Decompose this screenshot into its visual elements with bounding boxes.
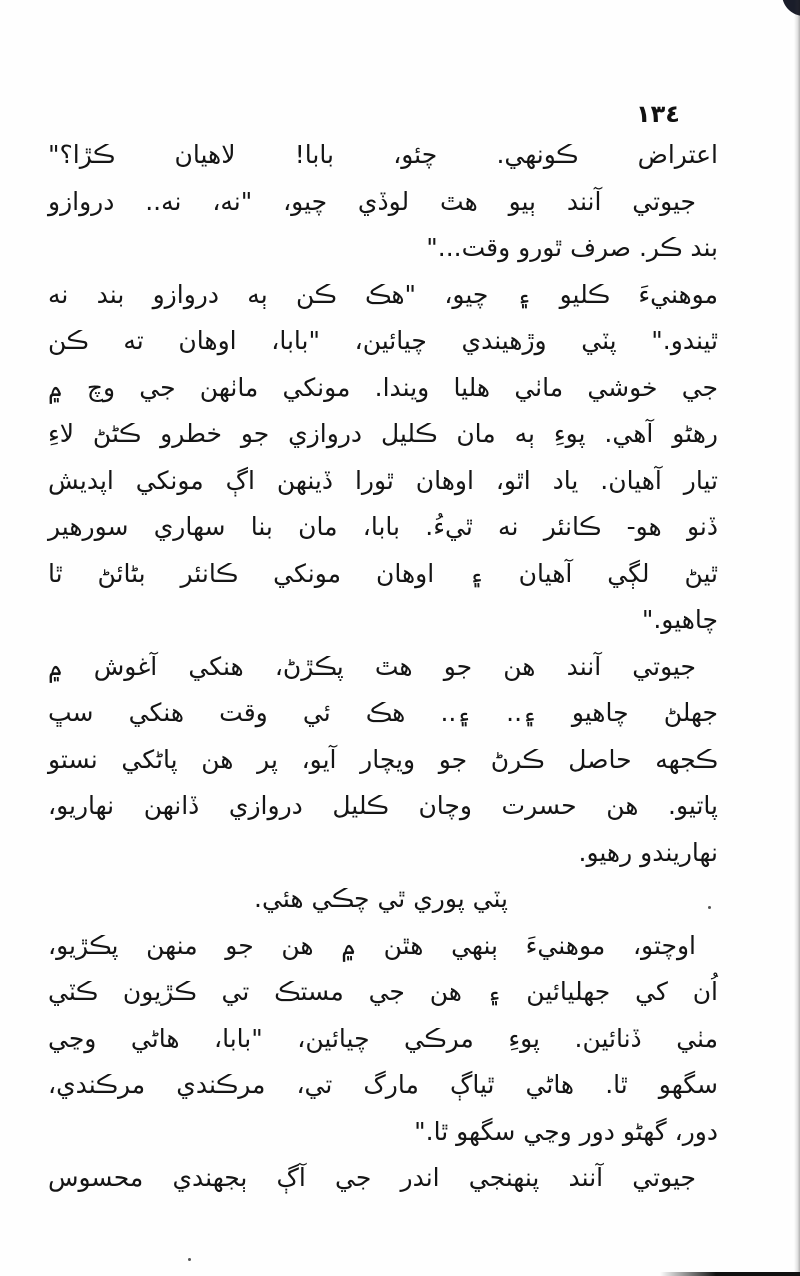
page-number: ١٣٤ [636,100,680,128]
text-line: مٺي ڏنائين. پوءِ مرڪي چيائين، "بابا، هاڻي وڃي [48,1023,718,1053]
text-line: اُن کي جهليائين ۽ هن جي مستڪ تي ڪڙيون ڪٽي [48,977,718,1006]
scan-speck [188,1258,191,1261]
text-line: ٿيڻ لڳي آهيان ۽ اوهان مونکي ڪانئر بڻائڻ ٿا [48,558,718,588]
text-line: جيوتي آنند پنهنجي اندر جي آڳ ٻجهندي محسوس [48,1163,696,1192]
text-line: جيوتي آنند ٻيو هٿ لوڏي چيو، "نه، نه.. دروازو [48,186,696,216]
text-line: ڏنو هو- ڪانئر نه ٿيءُ. بابا، مان بنا سهاري سورهير [48,512,718,541]
scan-speck [708,906,711,909]
page-edge-bottom [660,1272,800,1276]
text-line: پٽي پوري ٿي چڪي هئي. [254,884,508,913]
text-line: نهاريندو رهيو. [578,837,718,867]
text-line: جي خوشي ماٺي هليا ويندا. مونکي ماٺهن جي وچ ۾ [48,372,718,402]
text-line: سگهو ٿا. هاڻي ٿياڳ مارگ تي، مرڪندي مرڪندي، [48,1070,718,1099]
text-line: جيوتي آنند هن جو هٿ پڪڙڻ، هنکي آغوش ۾ [48,651,696,681]
text-line: رهڻو آهي. پوءِ ٻه مان ڪليل دروازي جو خطرو ڪڻڻ لاءِ [48,419,718,448]
text-line: اعتراض ڪونهي. چئو، بابا! لاهيان ڪڙا؟" [48,140,718,169]
text-line: پاتيو. هن حسرت وچان ڪليل دروازي ڏانهن نهاريو، [48,791,718,820]
text-line: جهلڻ چاهيو ۽.. ۽.. هڪ ئي وقت هنکي سڀ [48,698,718,727]
text-line: تيار آهيان. ياد اٿو، اوهان ٿورا ڏينهن اڳ مونکي اپديش [48,465,718,495]
text-line: دور، گهڻو دور وڃي سگهو ٿا." [414,1116,718,1146]
text-line: چاهيو." [641,605,718,634]
body-text [48,132,718,1202]
text-line: بند ڪر. صرف ٿورو وقت..." [426,233,718,262]
text-line: ڪجهه حاصل ڪرڻ جو ويچار آيو، پر هن پاڻکي نستو [48,744,718,774]
text-line: اوچتو، موهنيءَ ٻنهي هٿن ۾ هن جو منهن پڪڙيو، [48,930,696,960]
text-line: موهنيءَ ڪليو ۽ چيو، "هڪ ڪن ٻه دروازو بند نه [48,279,718,309]
page-edge-right [794,0,800,1276]
text-line: ٿيندو." پٽي وڙهيندي چيائين، "بابا، اوهان ته ڪن [48,326,718,355]
